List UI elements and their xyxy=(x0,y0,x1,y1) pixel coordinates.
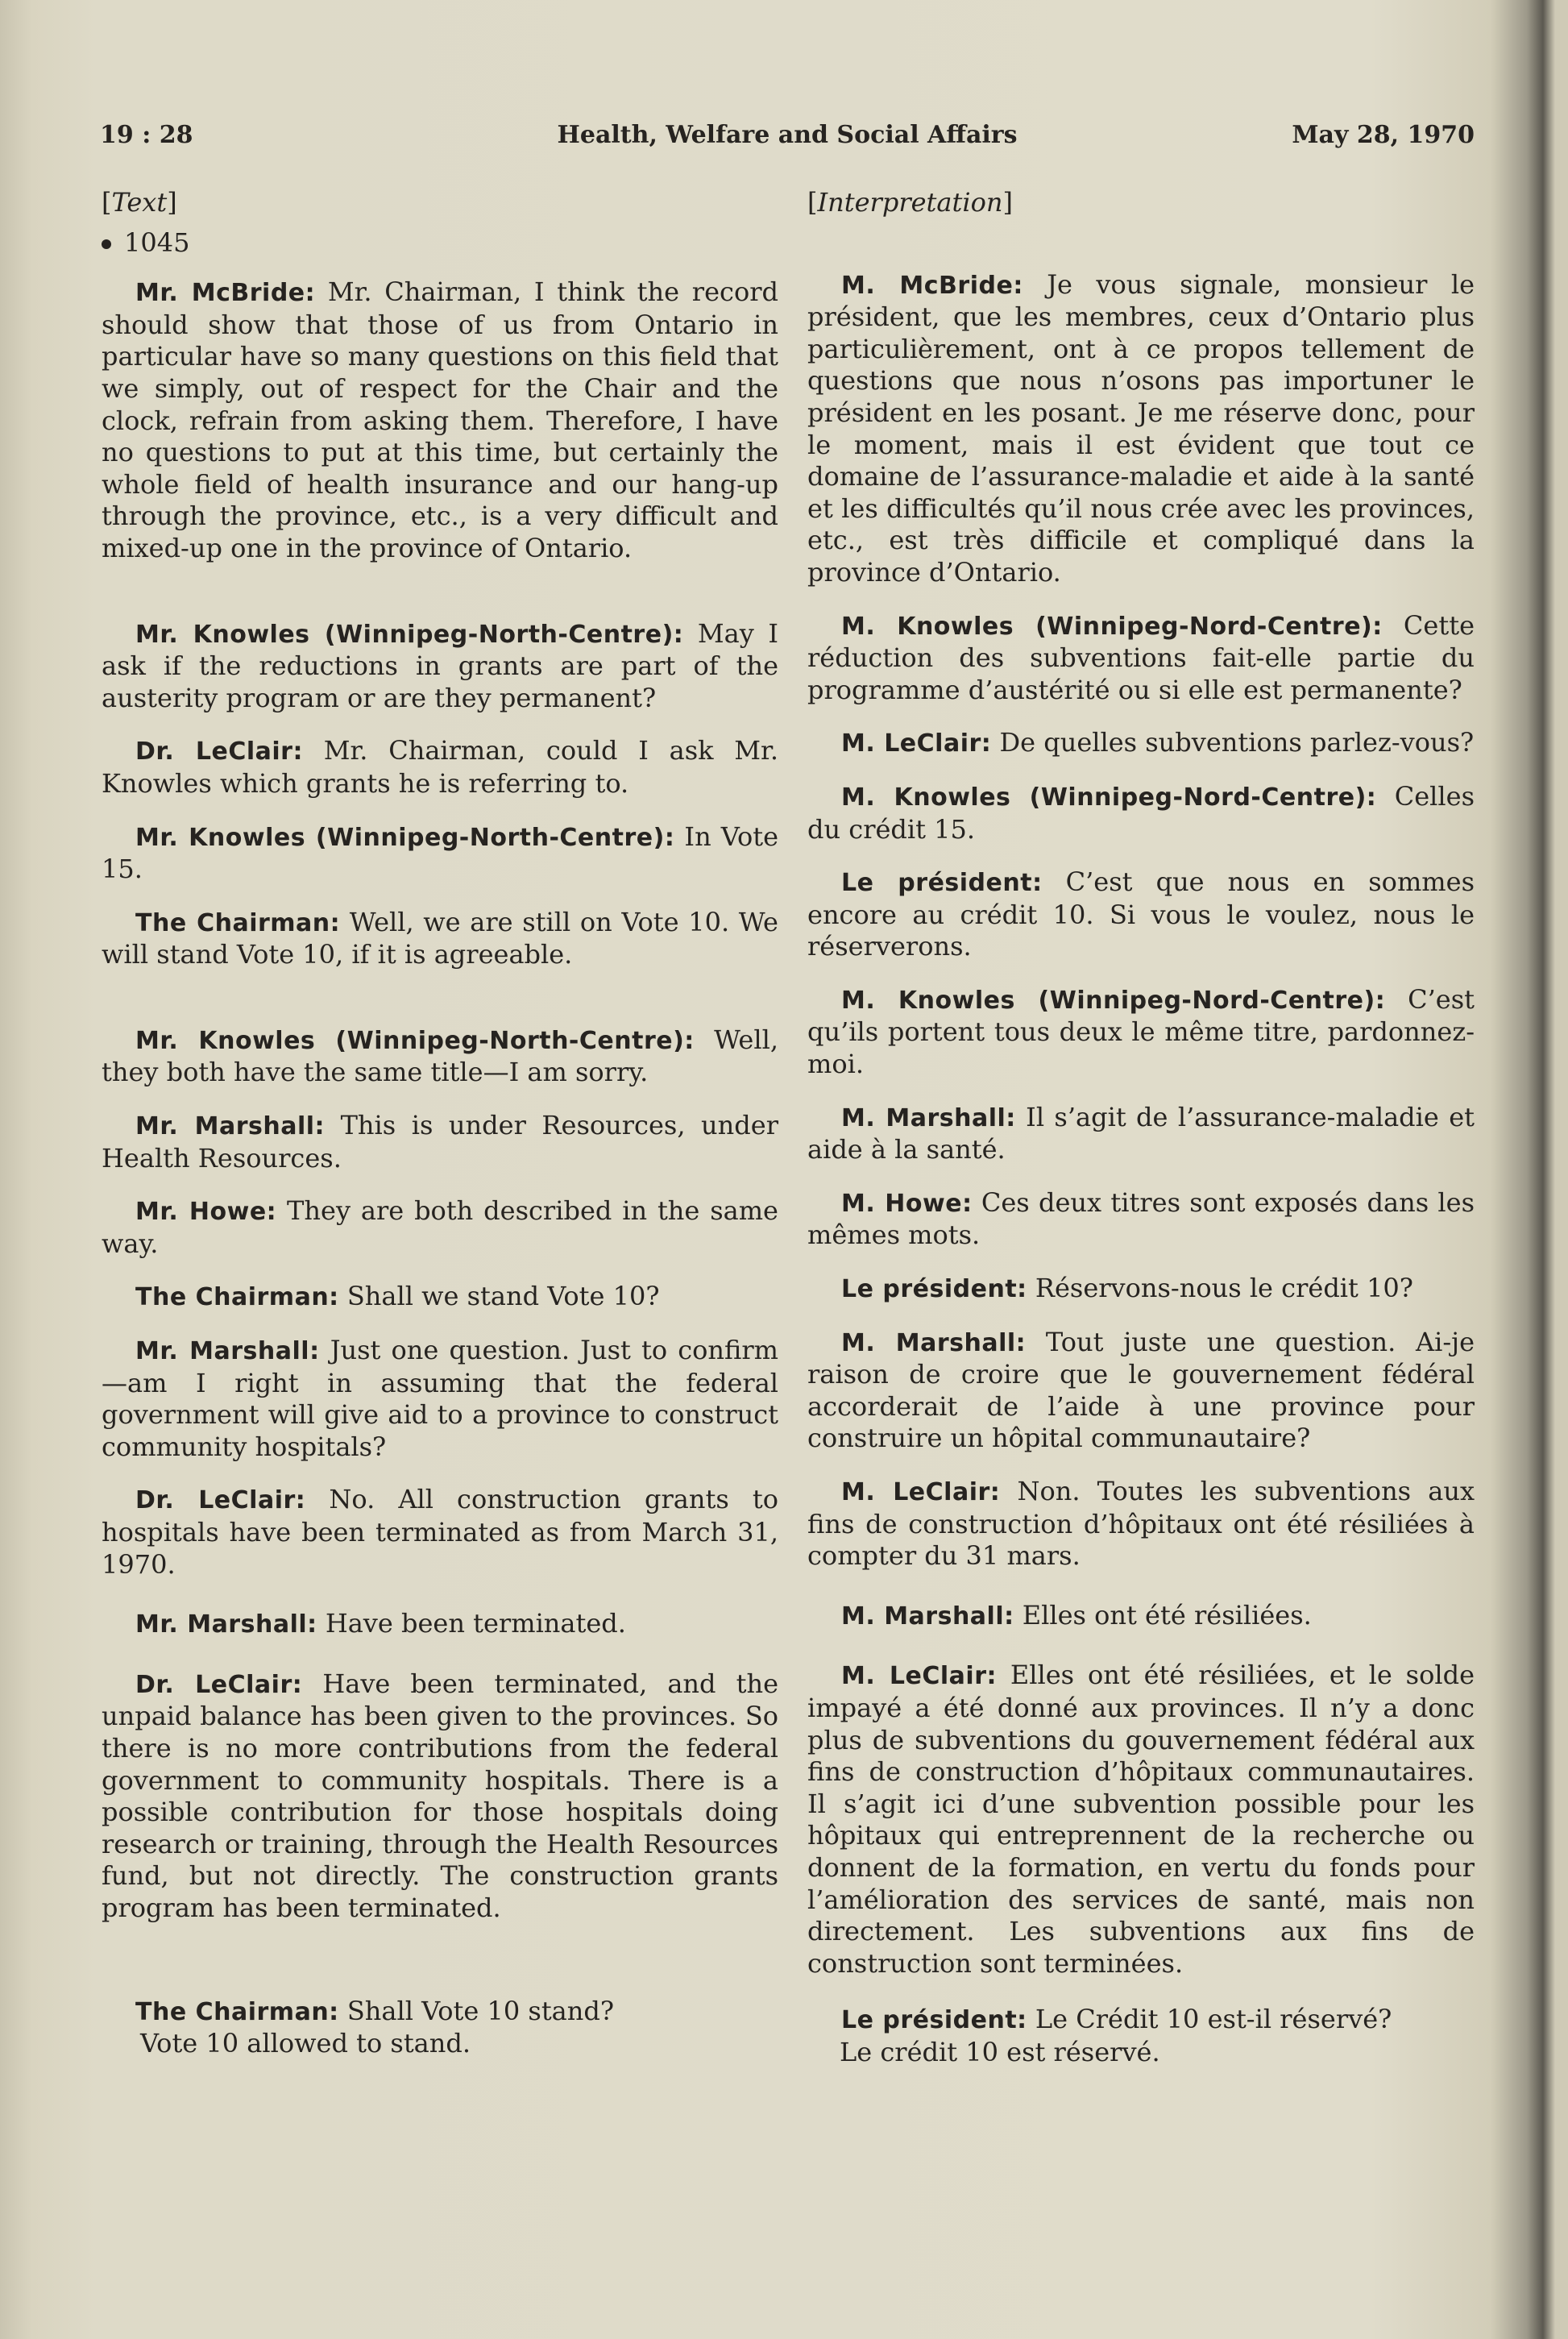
speech-paragraph xyxy=(102,907,778,971)
speech-paragraph xyxy=(102,276,778,564)
speech-text: Well, we are still on Vote 10. We will stand Vote 10, if it is agreeable. xyxy=(102,906,778,970)
speech-text: Réservons-nous le crédit 10? xyxy=(1027,1273,1413,1304)
speech-text: Shall we stand Vote 10? xyxy=(338,1281,660,1312)
speech-paragraph xyxy=(807,984,1475,1081)
speech-paragraph xyxy=(807,1102,1475,1166)
speaker-name: Mr. Knowles (Winnipeg-North-Centre): xyxy=(135,1026,695,1055)
speech-text: Have been terminated, and the unpaid balance has been given to the provinces. So there is no more contributions from the federal government to community hospitals. There is a possible contribution for those hospitals doing research or training, through the Health Resources fund, but not directly. The construction grants program has been terminated. xyxy=(102,1668,778,1923)
speaker-name: M. Knowles (Winnipeg-Nord-Centre): xyxy=(841,612,1383,641)
speech-paragraph xyxy=(102,1608,778,1641)
speaker-name: M. LeClair: xyxy=(841,729,992,758)
speech-paragraph xyxy=(102,1195,778,1260)
speaker-name: M. Marshall: xyxy=(841,1328,1027,1357)
speech-text: No. All construction grants to hospitals have been terminated as from March 31, 1970. xyxy=(102,1484,779,1580)
speaker-name: Le président: xyxy=(841,2006,1027,2035)
speech-text: This is under Resources, under Health Resources. xyxy=(102,1110,778,1174)
speech-paragraph xyxy=(102,735,778,800)
speech-paragraph xyxy=(102,1668,778,1925)
speech-text: De quelles subventions parlez-vous? xyxy=(991,727,1475,758)
speech-paragraph xyxy=(807,1187,1475,1252)
speaker-name: Mr. Knowles (Winnipeg-North-Centre): xyxy=(135,620,684,649)
speaker-name: Mr. Knowles (Winnipeg-North-Centre): xyxy=(135,823,675,852)
speaker-name: Dr. LeClair: xyxy=(135,737,303,767)
speaker-name: Le président: xyxy=(841,1275,1027,1304)
page-number: 19 : 28 xyxy=(100,121,193,149)
speech-paragraph xyxy=(807,1273,1475,1306)
speaker-name: Mr. Marshall: xyxy=(135,1610,317,1639)
speech-text: Well, they both have the same title—I am sorry. xyxy=(102,1024,779,1088)
speech-paragraph xyxy=(102,1335,778,1463)
language-tag-interpretation: [Interpretation] xyxy=(807,187,1013,218)
speaker-name: Mr. Marshall: xyxy=(135,1337,320,1366)
speech-paragraph xyxy=(102,1110,778,1174)
speech-text: They are both described in the same way. xyxy=(102,1195,778,1259)
speech-paragraph xyxy=(102,821,778,886)
speech-paragraph xyxy=(807,727,1475,760)
speech-text: Just one question. Just to confirm—am I right in assuming that the federal government will give aid to a province to construct community hospitals? xyxy=(102,1335,778,1462)
speech-paragraph xyxy=(807,2004,1475,2037)
speech-paragraph xyxy=(807,866,1475,963)
publication-title: Health, Welfare and Social Affairs xyxy=(557,121,1018,149)
speaker-name: Le président: xyxy=(841,869,1043,898)
speech-text: Mr. Chairman, I think the record should show that those of us from Ontario in particular have so many questions on this field that we simply, out of respect for the Chair and the clock, refrain from asking them. Therefore, I have no questions to put at this time, but certainly the whole field of health insurance and our hang-up through the province, etc., is a very difficult and mixed-up one in the province of Ontario. xyxy=(102,276,778,563)
speaker-name: M. Marshall: xyxy=(841,1602,1014,1631)
speaker-name: Mr. McBride: xyxy=(135,279,316,308)
speech-paragraph xyxy=(102,618,778,715)
speaker-name: M. LeClair: xyxy=(841,1478,1001,1506)
speech-text: Il s’agit de l’assurance-maladie et aide à la santé. xyxy=(807,1101,1475,1165)
ruling-line: Vote 10 allowed to stand. xyxy=(140,2028,471,2059)
speech-paragraph xyxy=(807,610,1475,707)
speech-text: Ces deux titres sont exposés dans les mêmes mots. xyxy=(807,1186,1475,1251)
speech-text: Le Crédit 10 est-il réservé? xyxy=(1027,2004,1392,2035)
speaker-name: Dr. LeClair: xyxy=(135,1486,306,1515)
speech-text: In Vote 15. xyxy=(102,821,778,885)
speaker-name: The Chairman: xyxy=(135,908,341,937)
speech-text: Non. Toutes les subventions aux fins de construction d’hôpitaux ont été résiliées à compter du 31 mars. xyxy=(807,1476,1475,1572)
speech-paragraph xyxy=(807,781,1475,845)
speech-paragraph xyxy=(807,269,1475,589)
speaker-name: M. Knowles (Winnipeg-Nord-Centre): xyxy=(841,783,1377,812)
speaker-name: M. McBride: xyxy=(841,271,1023,300)
ruling-line: Le crédit 10 est réservé. xyxy=(840,2036,1160,2067)
speech-text: Celles du crédit 15. xyxy=(807,780,1475,845)
speech-text: Cette réduction des subventions fait-elle partie du programme d’austérité ou si elle est permanente? xyxy=(807,609,1475,705)
speaker-name: Mr. Marshall: xyxy=(135,1112,326,1141)
speech-text: C’est qu’ils portent tous deux le même titre, pardonnez-moi. xyxy=(807,983,1475,1080)
speech-paragraph xyxy=(807,1660,1475,1980)
speech-paragraph xyxy=(102,1024,778,1089)
speech-paragraph xyxy=(807,1327,1475,1455)
speech-text: Tout juste une question. Ai-je raison de croire que le gouvernement fédéral accorderait de l’aide à une province pour construire un hôpital communautaire? xyxy=(807,1326,1475,1454)
speaker-name: The Chairman: xyxy=(135,1283,339,1312)
speech-text: May I ask if the reductions in grants are part of the austerity program or are they permanent? xyxy=(102,617,778,713)
english-column xyxy=(102,187,778,2060)
language-tag-text: [Text] xyxy=(102,187,177,218)
speech-paragraph xyxy=(807,1476,1475,1572)
speech-text: Mr. Chairman, could I ask Mr. Knowles which grants he is referring to. xyxy=(102,735,779,799)
speaker-name: M. Marshall: xyxy=(841,1103,1016,1132)
speaker-name: M. LeClair: xyxy=(841,1662,997,1691)
speech-text: Have been terminated. xyxy=(317,1608,626,1639)
sitting-date: May 28, 1970 xyxy=(1292,121,1475,149)
speech-text: C’est que nous en sommes encore au crédit 10. Si vous le voulez, nous le réserverons. xyxy=(807,866,1475,962)
speech-text: Elles ont été résiliées. xyxy=(1014,1599,1312,1631)
bullet-icon xyxy=(102,239,111,249)
speaker-name: Dr. LeClair: xyxy=(135,1670,303,1699)
running-header xyxy=(100,121,1475,153)
speech-paragraph xyxy=(102,1281,778,1314)
speech-paragraph xyxy=(102,1996,778,2029)
speech-text: Shall Vote 10 stand? xyxy=(338,1995,614,2026)
speaker-name: M. Knowles (Winnipeg-Nord-Centre): xyxy=(841,986,1386,1015)
speech-paragraph xyxy=(102,1484,778,1581)
time-marker: 1045 xyxy=(102,227,778,260)
french-column xyxy=(807,187,1475,2069)
speaker-name: Mr. Howe: xyxy=(135,1198,277,1227)
speech-paragraph xyxy=(807,1600,1475,1633)
speech-text: Je vous signale, monsieur le président, que les membres, ceux d’Ontario plus particulièrement, ont à ce propos tellement de questions que nous n’osons pas importuner le président en les posant. Je me réserve donc, pour le moment, mais il est évident que tout ce domaine de l’assurance-maladie et aide à la santé et les difficultés qu’il nous crée avec les provinces, etc., est très difficile et compliqué dans la province d’Ontario. xyxy=(807,268,1475,588)
speech-text: Elles ont été résiliées, et le solde impayé a été donné aux provinces. Il n’y a donc plus de subventions du gouvernement fédéral aux fins de construction d’hôpitaux communautaires. Il s’agit ici d’une subvention possible pour les hôpitaux qui entreprennent de la recherche ou donnent de la formation, en vertu du fonds pour l’amélioration des services de santé, mais non directement. Les subventions aux fins de construction sont terminées. xyxy=(807,1660,1475,1979)
speaker-name: M. Howe: xyxy=(841,1189,973,1218)
speaker-name: The Chairman: xyxy=(135,1997,339,2026)
